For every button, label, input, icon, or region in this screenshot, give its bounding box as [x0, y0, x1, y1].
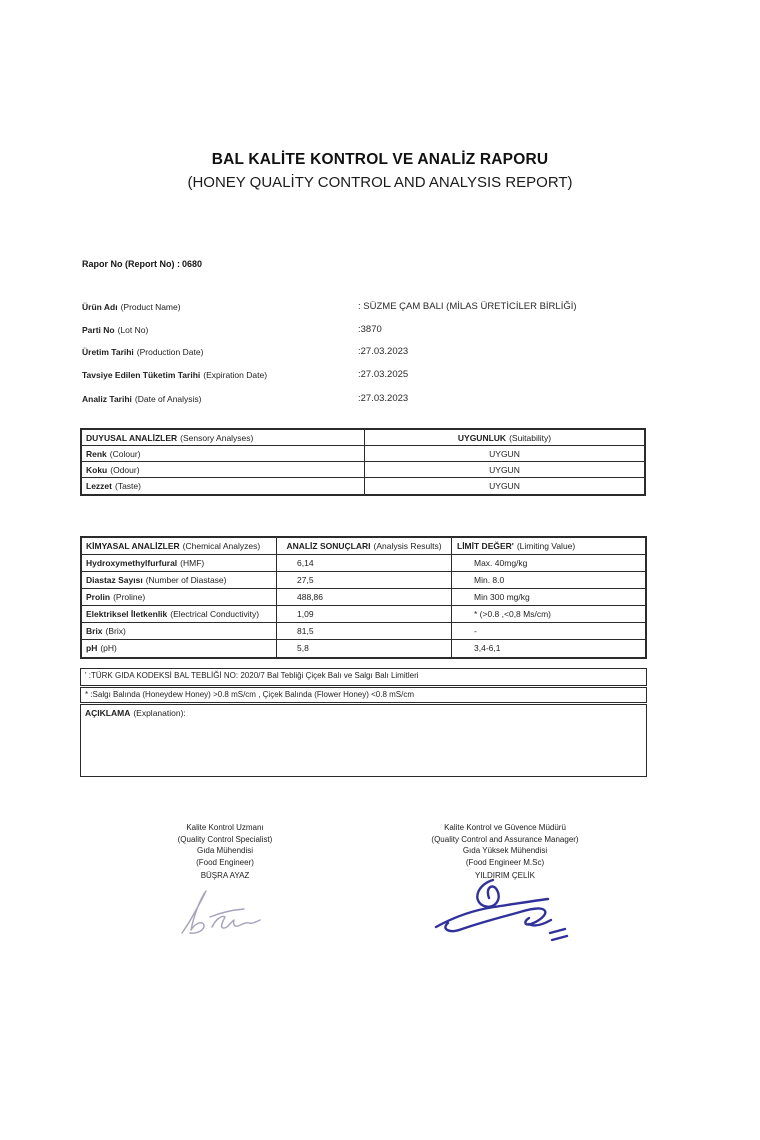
- field-value: :27.03.2023: [358, 346, 409, 357]
- signer-name: BÜŞRA AYAZ: [200, 871, 250, 880]
- signature-block-right: [370, 822, 640, 882]
- chemical-header-limit: LİMİT DEĞER' (Limiting Value): [452, 538, 645, 555]
- chemical-row-result: 81,5: [277, 623, 452, 640]
- sensory-row-value: UYGUN: [365, 462, 644, 478]
- field-analysis-date: [82, 393, 682, 406]
- field-production-date: [82, 346, 682, 359]
- chemical-row-result: 488,86: [277, 589, 452, 606]
- chemical-row-label: Elektriksel İletkenlik (Electrical Conductivity): [82, 606, 277, 623]
- signer-title-en: (Quality Control and Assurance Manager): [431, 834, 579, 844]
- signer-title-tr: Kalite Kontrol ve Güvence Müdürü: [444, 823, 566, 832]
- handwritten-signature-right-icon: [424, 874, 572, 959]
- sensory-header-analyses: DUYUSAL ANALİZLER (Sensory Analyses): [82, 430, 365, 446]
- chemical-row-result: 27,5: [277, 572, 452, 589]
- signer-role-tr: Gıda Mühendisi: [196, 846, 254, 855]
- chemical-row-limit: -: [452, 623, 645, 640]
- field-label: Analiz Tarihi (Date of Analysis): [82, 394, 202, 404]
- field-label: Parti No (Lot No): [82, 325, 149, 335]
- field-value: :27.03.2023: [358, 393, 409, 404]
- sensory-analyses-table: [80, 428, 646, 496]
- chemical-row-label: Diastaz Sayısı (Number of Diastase): [82, 572, 277, 589]
- report-number-line: [82, 259, 204, 269]
- field-value: : SÜZME ÇAM BALI (MİLAS ÜRETİCİLER BİRLİĞİ): [358, 301, 577, 312]
- chemical-header-results: ANALİZ SONUÇLARI (Analysis Results): [277, 538, 452, 555]
- report-number-label: Rapor No (Report No) :: [82, 259, 180, 269]
- signer-title-tr: Kalite Kontrol Uzmanı: [186, 823, 264, 832]
- field-value: :3870: [358, 324, 382, 335]
- signer-role-en: (Food Engineer): [196, 857, 254, 867]
- explanation-label: AÇIKLAMA: [85, 708, 131, 718]
- chemical-row-result: 5,8: [277, 640, 452, 657]
- field-product-name: [82, 301, 682, 314]
- field-label: Ürün Adı (Product Name): [82, 302, 181, 312]
- chemical-row-result: 6,14: [277, 555, 452, 572]
- chemical-row-limit: * (>0.8 ,<0,8 Ms/cm): [452, 606, 645, 623]
- chemical-header-analyses: KİMYASAL ANALİZLER (Chemical Analyzes): [82, 538, 277, 555]
- sensory-row-value: UYGUN: [365, 446, 644, 462]
- sensory-row-label: Renk (Colour): [82, 446, 365, 462]
- sensory-row-value: UYGUN: [489, 481, 520, 491]
- footnote-conductivity: * :Salgı Balında (Honeydew Honey) >0.8 mS/cm , Çiçek Balında (Flower Honey) <0.8 mS/cm: [80, 687, 647, 703]
- report-number-value: 0680: [182, 259, 203, 269]
- chemical-row-label: Brix (Brix): [82, 623, 277, 640]
- chemical-row-limit: Min. 8.0: [452, 572, 645, 589]
- field-lot-no: [82, 324, 682, 337]
- chemical-row-label: Prolin (Proline): [82, 589, 277, 606]
- field-value: :27.03.2025: [358, 369, 409, 380]
- sensory-row-label: Koku (Odour): [82, 462, 365, 478]
- chemical-row-label: Hydroxymethylfurfural (HMF): [82, 555, 277, 572]
- chemical-row-result: 1,09: [277, 606, 452, 623]
- field-label: Üretim Tarihi (Production Date): [82, 347, 204, 357]
- field-expiration-date: [82, 369, 682, 382]
- footnote-kodeks: ' :TÜRK GIDA KODEKSİ BAL TEBLİĞİ NO: 2020/7 Bal Tebliği Çiçek Balı ve Salgı Balı Limitleri: [80, 668, 647, 686]
- chemical-row-limit: 3,4-6,1: [474, 643, 501, 653]
- handwritten-signature-left-icon: [175, 886, 270, 947]
- explanation-box: AÇIKLAMA (Explanation):: [80, 704, 647, 777]
- sensory-header-suitability: UYGUNLUK (Suitability): [365, 430, 644, 446]
- chemical-row-label: pH (pH): [82, 640, 277, 657]
- signer-role-en: (Food Engineer M.Sc): [465, 857, 545, 867]
- sensory-row-label: Lezzet (Taste): [82, 478, 365, 494]
- chemical-analyses-table: [80, 536, 647, 659]
- report-title-english: (HONEY QUALİTY CONTROL AND ANALYSIS REPORT): [187, 174, 573, 191]
- signer-role-tr: Gıda Yüksek Mühendisi: [462, 846, 548, 855]
- signer-name: YILDIRIM ÇELİK: [474, 871, 535, 880]
- signer-title-en: (Quality Control Specialist): [177, 834, 273, 844]
- signature-block-left: [125, 822, 325, 882]
- report-title-turkish: BAL KALİTE KONTROL VE ANALİZ RAPORU: [211, 151, 549, 168]
- field-label: Tavsiye Edilen Tüketim Tarihi (Expiration Date): [82, 370, 268, 380]
- chemical-row-limit: Max. 40mg/kg: [452, 555, 645, 572]
- chemical-row-limit: Min 300 mg/kg: [452, 589, 645, 606]
